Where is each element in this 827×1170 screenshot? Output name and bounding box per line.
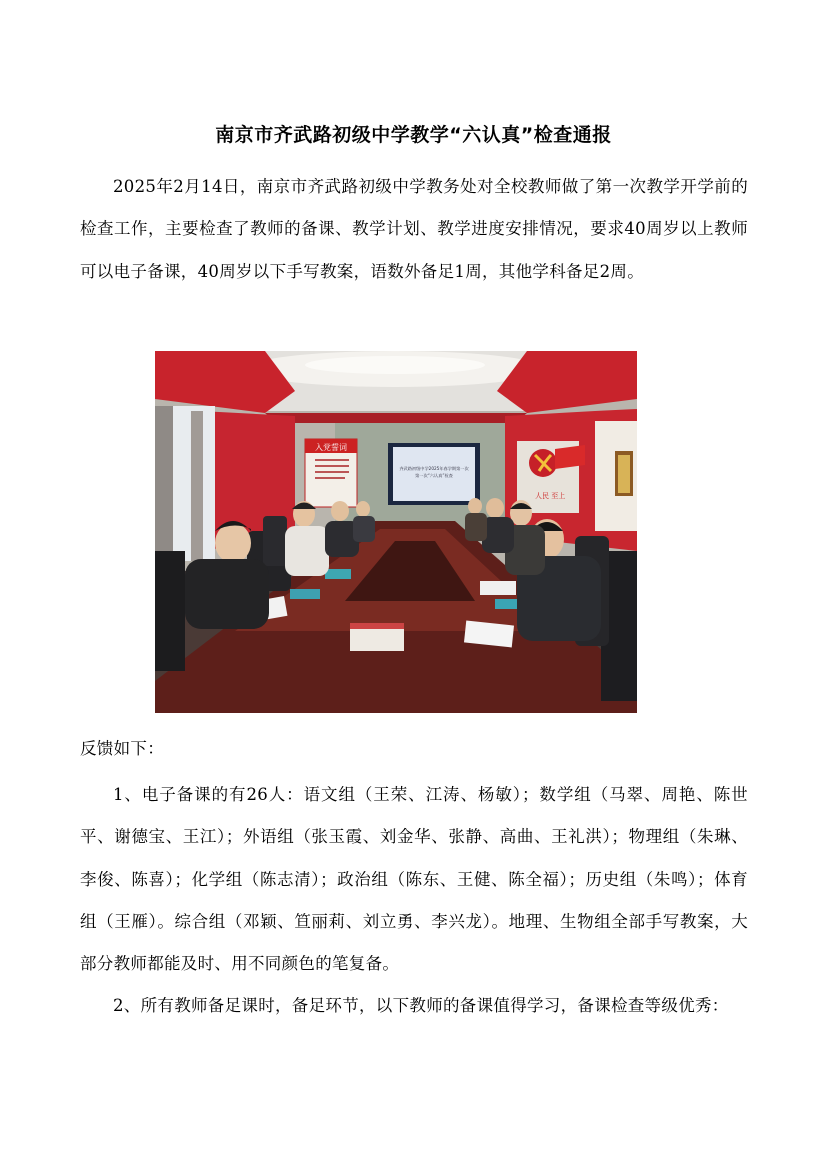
feedback-item-1: 1、电子备课的有26人：语文组（王荣、江涛、杨敏）；数学组（马翠、周艳、陈世平、谢德宝、王江）；外语组（张玉霞、刘金华、张静、高曲、王礼洪）；物理组（朱琳、李俊、陈喜）；化学组（陈志清）；政治组（陈东、王健、陈全福）；历史组（朱鸣）；体育组（王雁）。综合组（邓颖、笪丽莉、刘立勇、李兴龙）。地理、生物组全部手写教案，大部分教师都能及时、用不同颜色的笔复备。 <box>80 785 748 974</box>
feedback-item-2: 2、所有教师备足课时，备足环节，以下教师的备课值得学习，备课检查等级优秀： <box>113 996 729 1015</box>
meeting-photo <box>155 351 637 713</box>
feedback-heading: 反馈如下： <box>80 739 164 758</box>
screen-text-line1: 齐武路初级中学2025年春学期第一次 <box>399 466 469 471</box>
wall-sign-text: 入党誓词 <box>315 443 347 452</box>
intro-paragraph: 2025年2月14日，南京市齐武路初级中学教务处对全校教师做了第一次教学开学前的检查工作，主要检查了教师的备课、教学计划、教学进度安排情况，要求40周岁以上教师可以电子备课，40周岁以下手写教案，语数外备足1周，其他学科备足2周。 <box>80 177 748 281</box>
wall-banner-text: 人民 至上 <box>535 492 566 500</box>
screen-text-line2: 第一次“六认真”检查 <box>415 473 453 478</box>
document-title: 南京市齐武路初级中学教学“六认真”检查通报 <box>215 124 612 146</box>
